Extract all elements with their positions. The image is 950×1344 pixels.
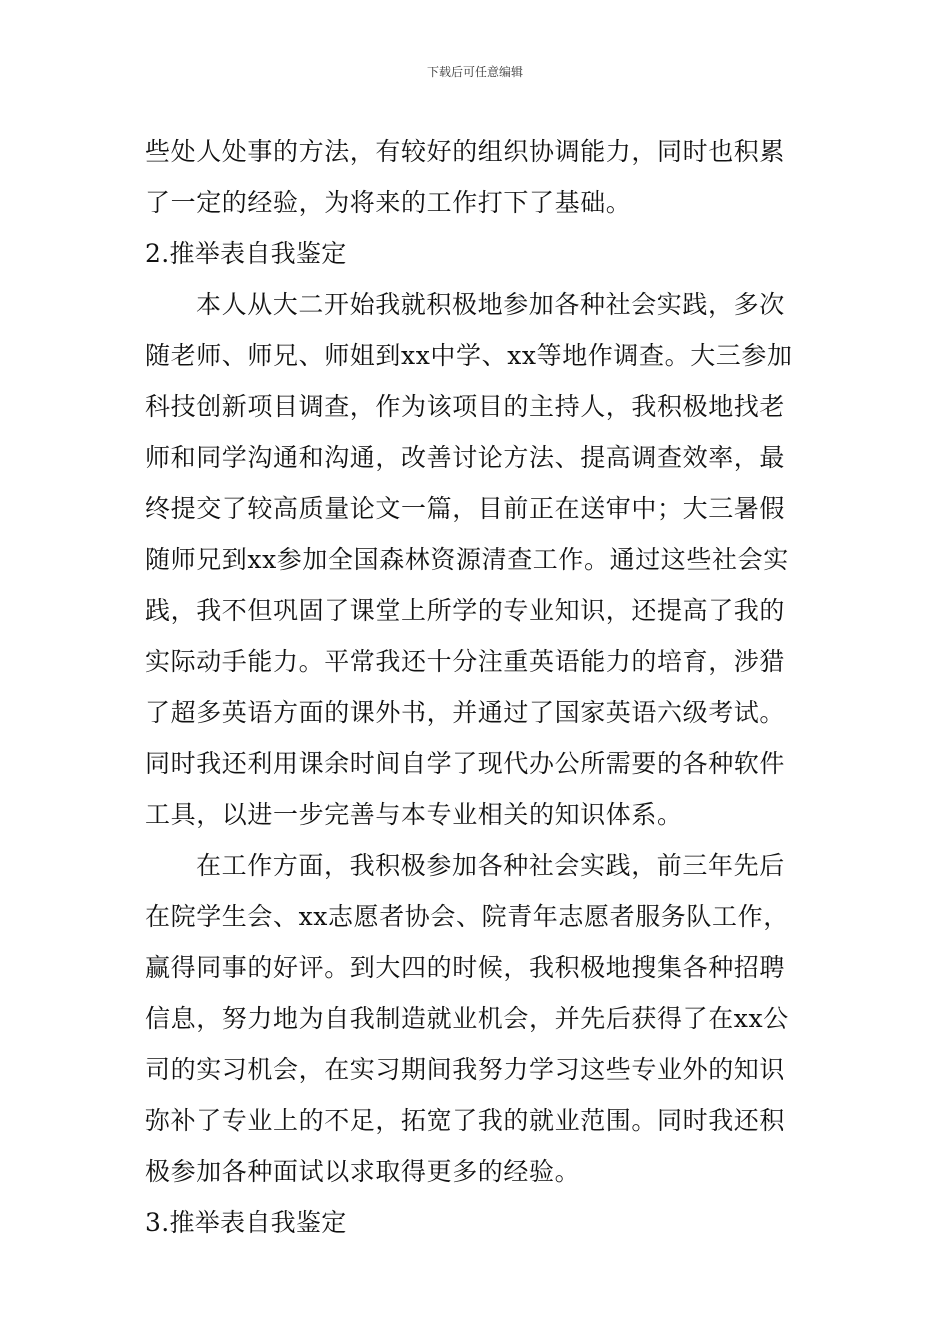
- text-line: 随师兄到xx参加全国森林资源清查工作。通过这些社会实: [145, 545, 789, 574]
- text-line: 信息，努力地为自我制造就业机会，并先后获得了在xx公: [145, 1004, 789, 1033]
- text-line: 同时我还利用课余时间自学了现代办公所需要的各种软件: [145, 749, 786, 778]
- text-line: 师和同学沟通和沟通，改善讨论方法、提高调查效率，最: [145, 443, 786, 472]
- text-line: 科技创新项目调查，作为该项目的主持人，我积极地找老: [145, 392, 786, 421]
- paragraph-first-line: 在工作方面，我积极参加各种社会实践，前三年先后: [196, 851, 785, 880]
- text-line: 赢得同事的好评。到大四的时候，我积极地搜集各种招聘: [145, 953, 786, 982]
- text-line: 践，我不但巩固了课堂上所学的专业知识，还提高了我的: [145, 596, 786, 625]
- page-header: 下载后可任意编辑: [426, 65, 523, 79]
- text-line: 了超多英语方面的课外书，并通过了国家英语六级考试。: [145, 698, 786, 727]
- text-line: 些处人处事的方法，有较好的组织协调能力，同时也积累: [145, 137, 786, 166]
- text-line: 随老师、师兄、师姐到xx中学、xx等地作调查。大三参加: [145, 341, 793, 370]
- section-heading: 3.推举表自我鉴定: [145, 1208, 347, 1237]
- text-line: 极参加各种面试以求取得更多的经验。: [145, 1157, 581, 1186]
- document-body: [145, 126, 807, 1248]
- text-line: 弥补了专业上的不足，拓宽了我的就业范围。同时我还积: [145, 1106, 786, 1135]
- text-line: 工具，以进一步完善与本专业相关的知识体系。: [145, 800, 683, 829]
- text-line: 司的实习机会，在实习期间我努力学习这些专业外的知识: [145, 1055, 786, 1084]
- text-line: 了一定的经验，为将来的工作打下了基础。: [145, 188, 632, 217]
- paragraph-first-line: 本人从大二开始我就积极地参加各种社会实践，多次: [196, 290, 785, 319]
- section-heading: 2.推举表自我鉴定: [145, 239, 347, 268]
- text-line: 终提交了较高质量论文一篇，目前正在送审中；大三暑假: [145, 494, 786, 523]
- text-line: 实际动手能力。平常我还十分注重英语能力的培育，涉猎: [145, 647, 786, 676]
- text-line: 在院学生会、xx志愿者协会、院青年志愿者服务队工作，: [145, 902, 789, 931]
